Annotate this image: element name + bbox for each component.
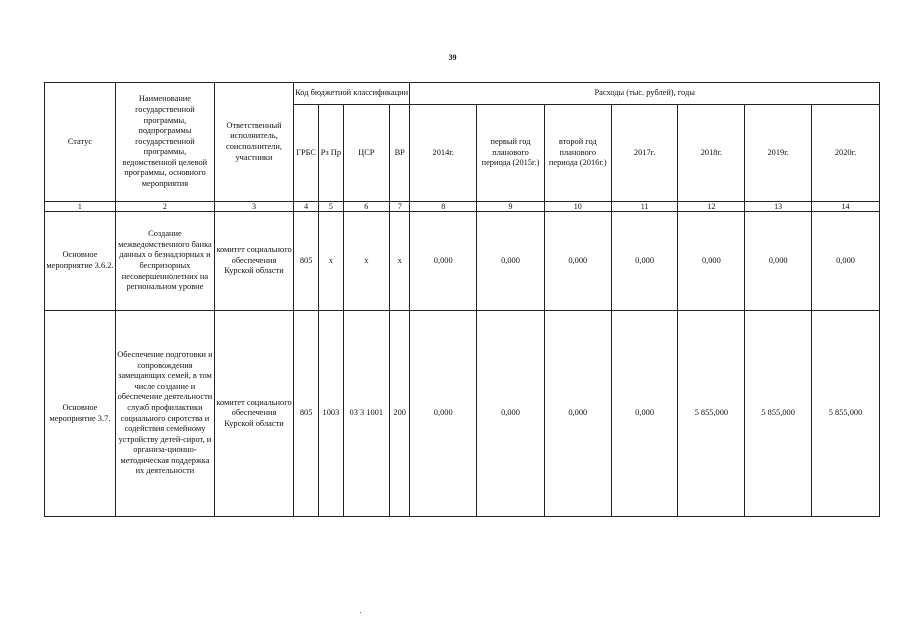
header-2014: 2014г. [410, 105, 477, 202]
row-rzpr: 1003 [319, 311, 343, 517]
header-grbs: ГРБС [293, 105, 318, 202]
column-number: 10 [544, 202, 611, 212]
row-executor: комитет социального обеспечения Курской области [215, 311, 294, 517]
header-status: Статус [45, 83, 116, 202]
column-number: 2 [115, 202, 214, 212]
header-2019: 2019г. [745, 105, 812, 202]
header-2015: первый год планового периода (2015г.) [477, 105, 545, 202]
row-2014: 0,000 [410, 212, 477, 311]
budget-table [44, 82, 880, 517]
row-csr: х [343, 212, 390, 311]
row-csr: 03 3 1001 [343, 311, 390, 517]
column-number: 3 [215, 202, 294, 212]
header-csr: ЦСР [343, 105, 390, 202]
header-executor: Ответственный исполнитель, соисполнители, участники [215, 83, 294, 202]
column-number: 9 [477, 202, 545, 212]
row-executor: комитет социального обеспечения Курской области [215, 212, 294, 311]
row-2014: 0,000 [410, 311, 477, 517]
header-2020: 2020г. [812, 105, 880, 202]
table-row [45, 311, 880, 517]
row-2016: 0,000 [544, 311, 611, 517]
header-budget-code: Код бюджетной классификации [293, 83, 409, 105]
page-number: 39 [448, 53, 457, 62]
row-name: Создание межведомственного банка данных о безнадзорных и беспризорных несовершеннолетних на региональном уровне [115, 212, 214, 311]
row-2015: 0,000 [477, 311, 545, 517]
column-number: 13 [745, 202, 812, 212]
row-2018: 5 855,000 [678, 311, 745, 517]
header-rzpr: Рз Пр [319, 105, 343, 202]
header-expenses: Расходы (тыс. рублей), годы [410, 83, 880, 105]
row-status: Основное мероприятие 3.6.2. [45, 212, 116, 311]
header-2018: 2018г. [678, 105, 745, 202]
column-number: 1 [45, 202, 116, 212]
column-number: 14 [812, 202, 880, 212]
column-number-row [45, 202, 880, 212]
row-2017: 0,000 [611, 311, 678, 517]
row-2020: 0,000 [812, 212, 880, 311]
column-number: 12 [678, 202, 745, 212]
column-number: 8 [410, 202, 477, 212]
row-vr: х [390, 212, 410, 311]
scan-speck [360, 612, 361, 613]
table-row [45, 212, 880, 311]
row-status: Основное мероприятие 3.7. [45, 311, 116, 517]
header-program-name: Наименование государственной программы, подпрограммы государственной программы, ведомственной целевой программы, основного мероприятия [115, 83, 214, 202]
column-number: 11 [611, 202, 678, 212]
header-vr: ВР [390, 105, 410, 202]
row-name: Обеспечение подготовки и сопровождения замещающих семей, в том числе создание и обеспечение деятельности служб профилактики социального сиротства и содействия семейному устройству детей-сирот, и организа-ционно-методическая поддержка их деятельности [115, 311, 214, 517]
column-number: 7 [390, 202, 410, 212]
header-2017: 2017г. [611, 105, 678, 202]
row-2016: 0,000 [544, 212, 611, 311]
column-number: 4 [293, 202, 318, 212]
row-rzpr: х [319, 212, 343, 311]
row-2017: 0,000 [611, 212, 678, 311]
row-2020: 5 855,000 [812, 311, 880, 517]
row-vr: 200 [390, 311, 410, 517]
row-2018: 0,000 [678, 212, 745, 311]
header-2016: второй год планового периода (2016г.) [544, 105, 611, 202]
row-grbs: 805 [293, 311, 318, 517]
row-2019: 5 855,000 [745, 311, 812, 517]
column-number: 6 [343, 202, 390, 212]
column-number: 5 [319, 202, 343, 212]
row-grbs: 805 [293, 212, 318, 311]
row-2015: 0,000 [477, 212, 545, 311]
row-2019: 0,000 [745, 212, 812, 311]
